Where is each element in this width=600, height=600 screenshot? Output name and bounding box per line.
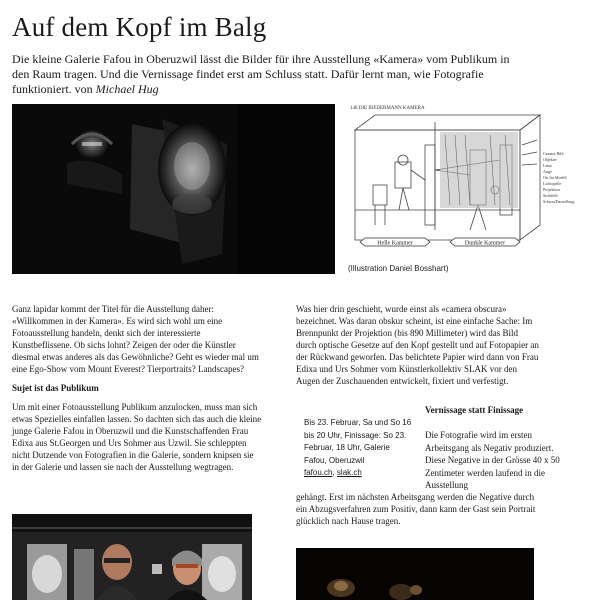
dark-camera-photo-graphic — [12, 104, 335, 274]
legend-item: Projektion — [543, 187, 560, 192]
link-slak[interactable]: slak.ch — [336, 468, 362, 477]
body-paragraph: Um mit einer Fotoausstellung Publikum anzulocken, muss man sich etwas Spezielles einfallen lassen. So dachten sich das auch die kleine junge Galerie Fafou in Oberuzwil und die Kunstschaffenden Frau Edixa aus St.Georgen und Urs Sohmer aus Uzwil. Sie schleppten nicht Dutzende von Fotografien in die Galerie, sondern knipsen sie in der Galerie und lassen sie nach der Ausstellung wegtragen. — [12, 402, 262, 472]
artists-photo-graphic — [12, 514, 252, 600]
legend-item: Objektiv — [543, 157, 557, 162]
subheading-vernissage: Vernissage statt Finissage — [425, 405, 524, 415]
legend-item: Linse — [543, 163, 552, 168]
body-paragraph: gehängt. Erst im nächsten Arbeitsgang werden die Negative durch ein Abzugsverfahren zum Positiv, dann kann der Gast sein Portrait glücklich nach Hause tragen. — [296, 492, 536, 526]
event-info-box — [304, 417, 412, 480]
body-paragraph: Ganz lapidar kommt der Titel für die Ausstellung daher: «Willkommen in der Kamera». Es wird sich wohl um eine Fotoausstellung handeln, denkt sich der interessierte Kunstbeflissene. Ob sichs lohnt? Zeigen der oder die Künstler diesmal etwas anderes als das Gewöhnliche? Geht es wieder mal um eine Ego-Show vom Mount Everest? Tierportraits? Landscapes? — [12, 304, 259, 374]
legend-item: Camera Bild — [543, 151, 564, 156]
label-dunkle-kammer: Dunkle Kammer — [464, 240, 506, 247]
camera-obscura-illustration — [345, 100, 585, 260]
illustration-caption: (Illustration Daniel Bosshart) — [348, 264, 449, 273]
legend-item: Schirm/Darstellung — [543, 199, 575, 204]
gallery-photo-graphic — [296, 548, 534, 600]
legend-item: Ort für Modell — [543, 175, 567, 180]
artists-portrait-photo — [12, 514, 252, 600]
legend-item: Auge — [543, 169, 552, 174]
article-lead — [12, 52, 512, 97]
label-helle-kammer: Helle Kammer — [377, 240, 413, 247]
illustration-page-header: 148 DIE BIEDERMANN KAMERA — [350, 106, 425, 111]
article-title: Auf dem Kopf im Balg — [12, 12, 267, 42]
link-fafou[interactable]: fafou.ch — [304, 468, 333, 477]
article-right-column — [296, 303, 540, 387]
subheading-sujet: Sujet ist das Publikum — [12, 383, 99, 393]
body-paragraph: Was hier drin geschieht, wurde einst als «camera obscura» bezeichnet. Was daran obskur scheint, ist eine einfache Sache: Im Brennpunkt der Projektion (bis 890 Millimeter) wird das Bild durch optische Gesetze auf den Kopf gestellt und auf Fotopapier an der Rückwand geworfen. Das belichtete Papier wird dann von Frau Edixa und Urs Sohmer vom Künstlerkollektiv SLAK vor den Augen der Zuschauenden entwickelt, fixiert und verfestigt. — [296, 304, 539, 386]
camera-obscura-drawing — [345, 100, 585, 260]
gallery-dark-photo — [296, 548, 534, 600]
article-left-column — [12, 303, 262, 473]
link-separator: , — [332, 468, 337, 477]
legend-item: Sichtfeld — [543, 193, 558, 198]
legend-item: Lichtquelle — [543, 181, 562, 186]
event-dates: Bis 23. Februar, Sa und So 16 bis 20 Uhr, Finissage: So 23. Februar, 18 Uhr, Galerie Fafou, Oberuzwil — [304, 418, 412, 465]
author-name: Michael Hug — [95, 82, 159, 96]
body-paragraph: Die Fotografie wird im ersten Arbeitsgang als Negativ produziert. Diese Negative in der Grösse 40 x 50 Zentimeter werden laufend in die Ausstellung — [425, 430, 560, 490]
exhibition-photo-dark-camera — [12, 104, 335, 274]
lead-text: Die kleine Galerie Fafou in Oberuzwil lässt die Bilder für ihre Ausstellung «Kamera» vom Publikum in den Raum tragen. Und die Vernissage findet erst am Schluss statt. Dafür lernt man, wie Fotografie funktioniert. von — [12, 52, 510, 96]
